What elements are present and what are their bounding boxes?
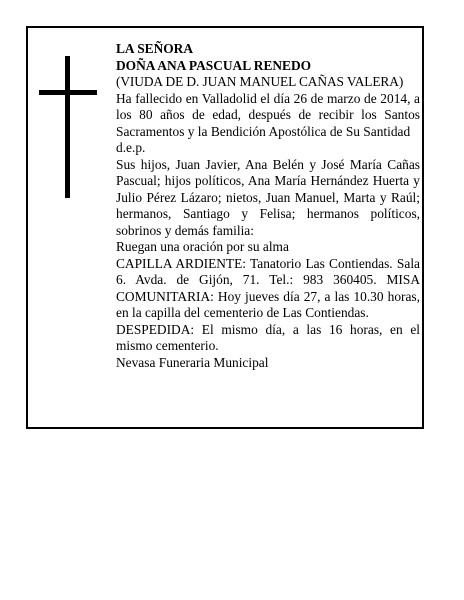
notice-text	[116, 41, 420, 371]
cross-horizontal-bar	[39, 90, 97, 95]
family-list: Sus hijos, Juan Javier, Ana Belén y José María Cañas Pascual; hijos políticos, Ana María Hernández Huerta y Julio Pérez Lázaro; nietos, Juan Manuel, Marta y Raúl; hermanos, Santiago y Felisa; hermanos políticos, sobrinos y demás familia:	[116, 156, 420, 238]
death-announcement: Ha fallecido en Valladolid el día 26 de marzo de 2014, a los 80 años de edad, después de recibir los Santos Sacramentos y la Bendición Apostólica de Su Santidad	[116, 90, 420, 139]
farewell-details: DESPEDIDA: El mismo día, a las 16 horas, en el mismo cementerio.	[116, 321, 420, 353]
widow-line: (VIUDA DE D. JUAN MANUEL CAÑAS VALERA)	[116, 74, 404, 89]
chapel-details: CAPILLA ARDIENTE: Tanatorio Las Contiendas. Sala 6. Avda. de Gijón, 71. Tel.: 983 360405. MISA COMUNITARIA: Hoy jueves día 27, a las 10.30 horas, en la capilla del cementerio de Las Contiendas.	[116, 255, 420, 320]
cross-vertical-bar	[65, 56, 70, 198]
funeral-home: Nevasa Funeraria Municipal	[116, 354, 269, 370]
obituary-notice	[26, 26, 424, 429]
deceased-name: DOÑA ANA PASCUAL RENEDO	[116, 57, 312, 73]
title-line-1: LA SEÑORA	[116, 41, 194, 56]
cross-icon	[39, 56, 97, 198]
dep-line: d.e.p.	[116, 140, 146, 155]
prayer-request: Ruegan una oración por su alma	[116, 239, 289, 254]
